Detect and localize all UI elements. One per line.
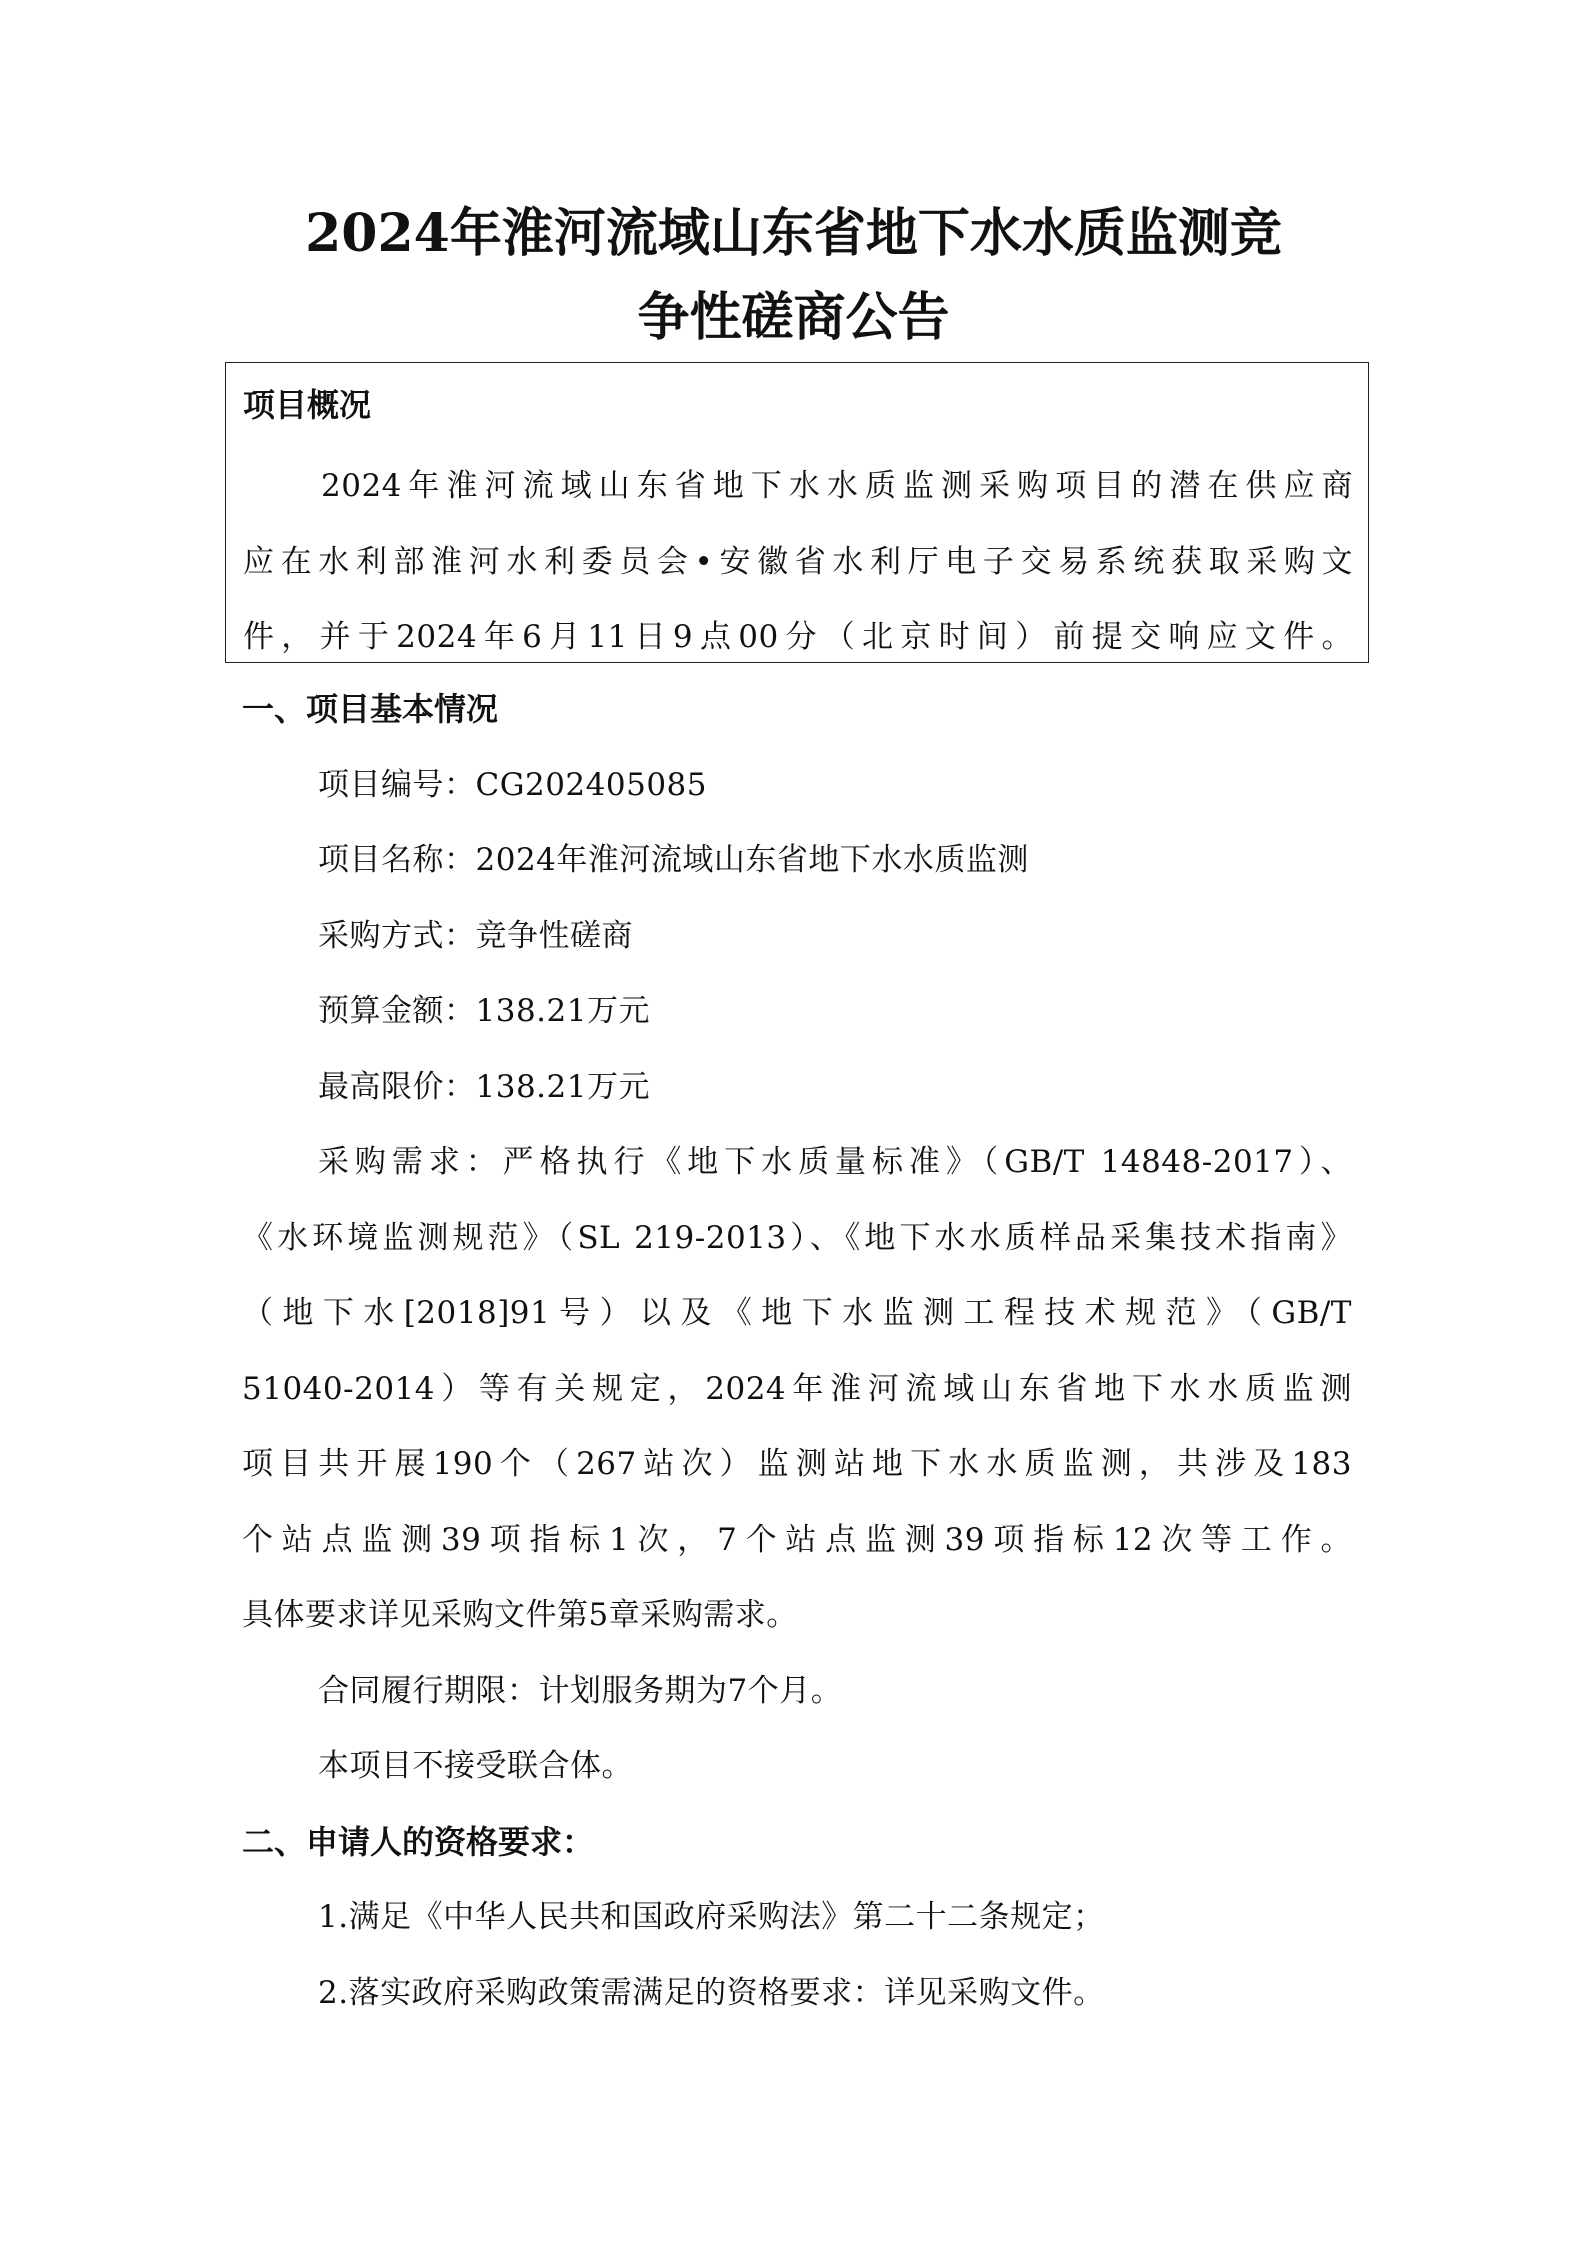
requirement-line-1: 采购需求：严格执行《地下水质量标准》（GB/T 14848-2017）、 — [318, 1144, 1352, 1180]
requirement-line-7: 具体要求详见采购文件第5章采购需求。 — [242, 1597, 798, 1633]
title-line-2: 争性磋商公告 — [637, 287, 950, 348]
procurement-method: 采购方式：竞争性磋商 — [318, 918, 633, 954]
contract-period: 合同履行期限：计划服务期为7个月。 — [318, 1673, 843, 1709]
title-line-1: 2024年淮河流域山东省地下水水质监测竞 — [305, 203, 1282, 264]
requirement-line-5: 项目共开展190个（267站次）监测站地下水水质监测，共涉及183 — [242, 1446, 1352, 1482]
consortium-note: 本项目不接受联合体。 — [318, 1748, 633, 1784]
budget-amount: 预算金额：138.21万元 — [318, 993, 650, 1029]
max-price: 最高限价：138.21万元 — [318, 1069, 650, 1105]
overview-heading: 项目概况 — [243, 386, 372, 424]
project-overview-box — [225, 362, 1369, 663]
qualification-item-2: 2.落实政府采购政策需满足的资格要求：详见采购文件。 — [318, 1975, 1105, 2011]
overview-line-3: 件，并于2024年6月11日9点00分（北京时间）前提交响应文件。 — [243, 619, 1353, 655]
section1-heading: 一、项目基本情况 — [242, 690, 499, 728]
overview-line-2: 应在水利部淮河水利委员会•安徽省水利厅电子交易系统获取采购文 — [243, 544, 1353, 580]
overview-line-1: 2024年淮河流域山东省地下水水质监测采购项目的潜在供应商 — [321, 468, 1353, 504]
project-number: 项目编号：CG202405085 — [318, 767, 707, 803]
section2-heading: 二、申请人的资格要求： — [242, 1823, 595, 1861]
project-name: 项目名称：2024年淮河流域山东省地下水水质监测 — [318, 842, 1029, 878]
requirement-line-6: 个站点监测39项指标1次，7个站点监测39项指标12次等工作。 — [242, 1522, 1352, 1558]
requirement-line-2: 《水环境监测规范》（SL 219-2013）、《地下水水质样品采集技术指南》 — [242, 1220, 1352, 1256]
requirement-line-3: （地下水[2018]91号）以及《地下水监测工程技术规范》（GB/T — [242, 1295, 1352, 1331]
requirement-line-4: 51040-2014）等有关规定，2024年淮河流域山东省地下水水质监测 — [242, 1371, 1352, 1407]
qualification-item-1: 1.满足《中华人民共和国政府采购法》第二十二条规定； — [318, 1899, 1105, 1935]
